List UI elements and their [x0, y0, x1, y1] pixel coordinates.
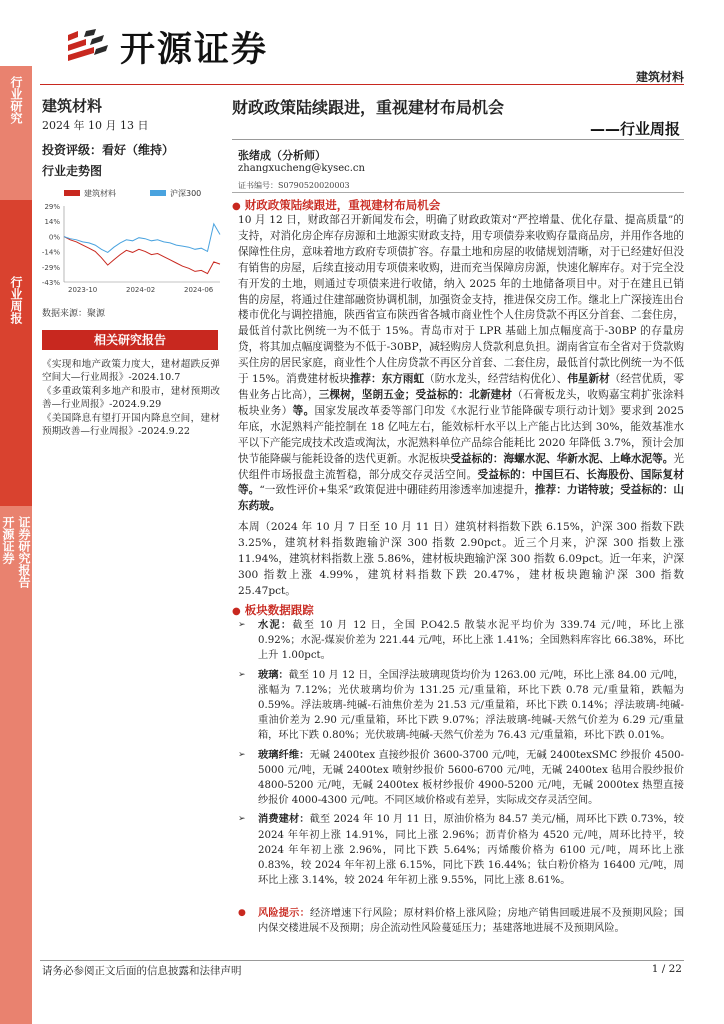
y-tick-label: -43% [41, 279, 60, 287]
risk-warning [238, 906, 684, 936]
strip-brand: 开源证券 [1, 516, 15, 564]
sector-tag: 建筑材料 [635, 70, 684, 84]
report-subtitle: ——行业周报 [589, 120, 680, 138]
bullet-item: ➢ 玻璃：截至 10 月 12 日，全国浮法玻璃现货均价为 1263.00 元/吨，环比上涨 84.00 元/吨，涨幅为 7.12%；光伏玻璃均价为 131.25 元/重量箱，环比下跌 0.78 元/重量箱，跌幅为 0.59%。浮法玻璃-纯碱-石油焦价差为 21.53 元/重量箱，环比下跌 0.14%；浮法玻璃-纯碱-重油价差为 2.90 元/重量箱，环比下跌 9.07%；浮法玻璃-纯碱-天然气价差为 6.29 元/重量箱，环比下跌 0.80%；光伏玻璃-纯碱-天然气价差为 76.43 元/重量箱，环比下跌 0.01%。 [238, 668, 684, 742]
risk-marker-icon: ● [238, 908, 246, 918]
strip-report-type: 证券研究报告 [17, 516, 31, 588]
risk-bullet: ● 风险提示：经济增速下行风险；原材料价格上涨风险；房地产销售回暖进展不及预期风险；国内保交楼进展不及预期；房企流动性风险蔓延压力；基建落地进展不及预期风险。 [238, 907, 685, 935]
related-reports-list [42, 358, 220, 439]
brand-name: 开源证券 [120, 30, 269, 70]
page-number: 1 / 22 [651, 963, 682, 975]
logo-mark-icon [64, 27, 112, 67]
industry-trend-chart [34, 184, 224, 306]
investment-rating: 投资评级：看好（维持） [42, 143, 175, 157]
series-line [64, 224, 220, 253]
header-divider [40, 84, 684, 85]
bullet-item: ➢ 玻璃纤维：无碱 2400tex 直接纱报价 3600-3700 元/吨，无碱 2400texSMC 纱报价 4500-5000 元/吨，无碱 2400tex 喷射纱报价 5600-6700 元/吨，无碱 2400tex 毡用合股纱报价 4800-5200 元/吨，无碱 2400tex 板材纱报价 4900-5200 元/吨，无碱 2000tex 热塑直接纱报价 4000-4300 元/吨。不同区域价格或有差异，实际成交存灵活空间。 [238, 748, 684, 807]
strip-securities-report [0, 506, 32, 1024]
market-paragraph: 本周（2024 年 10 月 7 日至 10 月 11 日）建筑材料指数下跌 6.15%，沪深 300 指数下跌 3.25%，建筑材料指数跑输沪深 300 指数 2.90pct。近三个月来，沪深 300 指数上涨 11.94%，建筑材料指数上涨 5.86%，建材板块跑输沪深 300 指数 6.09pct。近一年来，沪深 300 指数上涨 4.99%，建筑材料指数下跌 20.47%，建材板块跑输沪深 300 指数 25.47pct。 [238, 521, 684, 597]
footer-divider [40, 960, 684, 961]
brand-logo [64, 22, 268, 72]
y-tick-label: -14% [41, 248, 60, 257]
strip-industry-research: 行业研究 [0, 66, 32, 200]
y-tick-label: 0% [48, 233, 60, 242]
bullet-item: ➢ 水泥：截至 10 月 12 日，全国 P.O42.5 散装水泥平均价为 339.74 元/吨，环比上涨 0.92%；水泥-煤炭价差为 221.44 元/吨，环比上涨 1.41%；全国熟料库容比 66.38%，环比上升 1.00pct。 [238, 619, 684, 662]
y-tick-label: 29% [44, 203, 60, 211]
x-tick-label: 2023-10 [68, 286, 98, 294]
section-heading-data: ● 板块数据跟踪 [232, 602, 314, 618]
analyst-certificate: 证书编号：S0790520020003 [238, 181, 350, 190]
y-tick-label: -29% [41, 263, 60, 272]
y-tick-label: 14% [44, 218, 60, 227]
footer-disclaimer: 请务必参阅正文后面的信息披露和法律声明 [42, 965, 242, 977]
report-date: 2024 年 10 月 13 日 [42, 119, 149, 132]
sector-name: 建筑材料 [42, 97, 103, 115]
bullet-marker-icon: ➢ [238, 620, 246, 630]
report-title: 财政政策陆续跟进，重视建材布局机会 [232, 98, 505, 117]
trend-chart-title: 行业走势图 [42, 164, 103, 178]
title-divider [232, 139, 684, 140]
bullet-item: ➢ 消费建材：截至 2024 年 10 月 11 日，原油价格为 84.57 美元/桶，周环比下跌 0.73%，较 2024 年年初上涨 14.91%，同比上涨 2.96%；沥青价格为 4520 元/吨，周环比持平，较 2024 年年初上涨 2.96%，同比下跌 5.64%；丙烯酸价格为 6100 元/吨，周环比上涨 0.83%，较 2024 年年初上涨 6.15%，同比下跌 16.44%；钛白粉价格为 16400 元/吨，周环比上涨 3.14%，较 2024 年年初上涨 9.55%，同比上涨 8.61%。 [238, 813, 684, 887]
related-report-link[interactable]: 《实现和地产政策力度大，建材超跌反弹空间大—行业周报》-2024.10.7 [42, 359, 220, 383]
analyst-divider [232, 192, 684, 193]
chart-source: 数据来源：聚源 [42, 309, 106, 319]
legend-swatch [150, 190, 166, 196]
legend-swatch [64, 190, 80, 196]
data-bullets [238, 618, 684, 892]
bullet-marker-icon: ➢ [238, 669, 246, 680]
legend-label: 建筑材料 [84, 189, 116, 198]
related-reports-header: 相关研究报告 [42, 330, 218, 350]
bullet-marker-icon: ➢ [238, 749, 246, 760]
policy-paragraph: 10 月 12 日，财政部召开新闻发布会，明确了财政政策对“严控增量、优化存量、提高质量”的支持，对消化房企库存房源和土地源实财政支持，用专项债券来收购存量商品房，并用作各地的保障性住房，意味着地方政府专项债扩容。存量土地和房屋的收储规划清晰，对于已经建好但没有销售的房屋，后续直接动用专项债来收购，进而充当保障房房源，快速化解库存。对于完全没有开发的土地，则通过专项债来进行收储，纳入 2025 年的土地储备项目中。对于在建且已销售的房屋，将通过住建部融资协调机制，加强资金支持，推进保交房工作。继北上广深接连出台楼市优化与调控措施，陕西省宣布陕西省各城市商业性个人住房贷款不再区分首套、二套住房，最低首付款比例统一为不低于 15%。青岛市对于 LPR 基础上加点幅度高于-30BP 的存量房贷，将其加点幅度调整为不低于-30BP，减轻购房人贷款利息负担。湖南省宣布全省对于贷款购买住房的居民家庭，商业性个人住房贷款不再区分首套、二套住房，最低首付款比例统一为不低于 15%。消费建材板块推荐：东方雨虹（防水龙头，经营结构优化）、伟星新材（经营优质，零售业务占比高），三棵树，坚朗五金；受益标的：北新建材（石膏板龙头，收购嘉宝莉扩张涂料板块业务）等。国家发展改革委等部门印发《水泥行业节能降碳专项行动计划》要求到 2025 年底，水泥熟料产能控制在 18 亿吨左右，能效标杆水平以上产能占比达到 30%，能效基准水平以下产能完成技术改造或淘汰，水泥熟料单位产品综合能耗比 2020 年降低 3.7%，预计会加快节能降碳与能耗设备的迭代更新。水泥板块受益标的：海螺水泥、华新水泥、上峰水泥等。光伏组件市场报盘主流暂稳，部分成交存灵活空间。受益标的：中国巨石、长海股份、国际复材等。“一致性评价+集采”政策促进中硼硅药用渗透率加速提升，推荐：力诺特玻；受益标的：山东药玻。 [238, 214, 685, 513]
strip-weekly-report: 行业周报 [0, 200, 32, 506]
x-tick-label: 2024-06 [184, 286, 214, 294]
bullet-marker-icon: ➢ [238, 814, 246, 825]
related-report-link[interactable]: 《多重政策利多地产和股市，建材预期改善—行业周报》-2024.9.29 [42, 386, 220, 410]
section-heading-policy: ● 财政政策陆续跟进，重视建材布局机会 [232, 197, 440, 213]
analyst-email[interactable]: zhangxucheng@kysec.cn [238, 163, 365, 174]
analyst-name: 张绪成（分析师） [238, 149, 326, 162]
legend-label: 沪深300 [170, 189, 202, 198]
related-report-link[interactable]: 《美国降息有望打开国内降息空间，建材预期改善—行业周报》-2024.9.22 [42, 413, 220, 437]
x-tick-label: 2024-02 [126, 286, 156, 294]
